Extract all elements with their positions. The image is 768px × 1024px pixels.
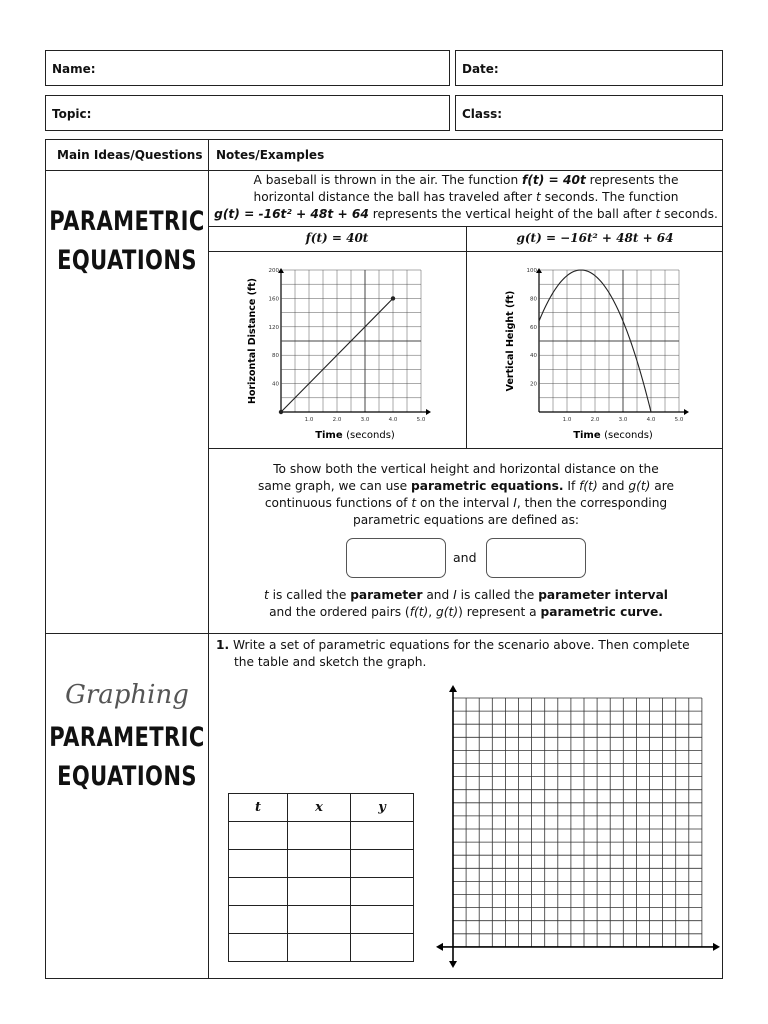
x-axis-label-main: Time	[573, 430, 605, 441]
table-cell[interactable]	[351, 878, 414, 906]
f-of-t: f(t)	[409, 605, 429, 619]
parameter-definition	[210, 587, 722, 621]
date-label: Date:	[462, 62, 499, 76]
y-tick-label: 120	[268, 324, 279, 331]
intro-line2	[210, 189, 722, 206]
definition-paragraph	[210, 461, 722, 529]
y-tick-label: 60	[530, 324, 537, 331]
question-text: Write a set of parametric equations for the scenario above. Then complete	[229, 638, 690, 652]
x-tick-label: 2.0	[590, 417, 600, 423]
horizontal-distance-chart	[209, 252, 465, 448]
t-variable: t	[655, 207, 661, 221]
y-axis-label: Horizontal Distance (ft)	[247, 277, 258, 405]
table-cell[interactable]	[351, 850, 414, 878]
topic-field-box[interactable]	[45, 95, 450, 131]
intro-text: represents the	[585, 173, 679, 187]
x-axis-arrow	[426, 409, 431, 415]
intro-paragraph	[210, 172, 722, 223]
question-line2: the table and sketch the graph.	[234, 655, 427, 669]
table-row	[229, 934, 414, 962]
end-line1	[210, 587, 722, 604]
interval-variable: I	[513, 496, 517, 510]
x-axis-label	[315, 430, 395, 441]
answer-box-y[interactable]	[486, 538, 586, 578]
g-of-t: g(t)	[436, 605, 459, 619]
table-cell[interactable]	[288, 906, 351, 934]
intro-text: seconds. The function	[540, 190, 679, 204]
table-cell[interactable]	[351, 906, 414, 934]
def-line1: To show both the vertical height and horizontal distance on the	[273, 462, 659, 476]
table-row	[229, 878, 414, 906]
x-axis-arrow	[684, 409, 689, 415]
section2-title-line1: PARAMETRIC	[49, 722, 205, 753]
question-1	[216, 637, 721, 671]
intro-line3	[210, 206, 722, 223]
table-header-x: x	[288, 794, 351, 822]
table-cell[interactable]	[229, 850, 288, 878]
blank-coordinate-grid[interactable]	[433, 682, 723, 972]
x-axis-arrow-right	[713, 943, 720, 951]
intro-text: A baseball is thrown in the air. The function	[253, 173, 523, 187]
table-cell[interactable]	[351, 822, 414, 850]
parameter-interval-term: parameter interval	[538, 588, 668, 602]
intro-text: seconds.	[660, 207, 718, 221]
t-variable: t	[264, 588, 269, 602]
g-of-t: g(t)	[628, 479, 651, 493]
section1-title-line1: PARAMETRIC	[49, 206, 205, 237]
intro-text: horizontal distance the ball has traveled after	[253, 190, 536, 204]
topic-label: Topic:	[52, 107, 92, 121]
graphing-script-title: Graphing	[65, 680, 189, 710]
class-field-box[interactable]	[455, 95, 723, 131]
table-cell[interactable]	[229, 822, 288, 850]
table-cell[interactable]	[229, 878, 288, 906]
section1-title-line2: EQUATIONS	[57, 245, 197, 276]
column-header-notes: Notes/Examples	[216, 148, 325, 162]
column-header-main-ideas: Main Ideas/Questions	[57, 148, 203, 162]
name-label: Name:	[52, 62, 96, 76]
y-tick-label: 80	[530, 296, 537, 303]
x-tick-label: 4.0	[388, 417, 398, 423]
x-tick-label: 5.0	[674, 417, 684, 423]
def-text: on the interval	[416, 496, 514, 510]
answer-box-x[interactable]	[346, 538, 446, 578]
x-tick-label: 2.0	[332, 417, 342, 423]
vertical-height-chart	[467, 252, 722, 448]
f-of-t: f(t)	[579, 479, 598, 493]
end-text: and	[422, 588, 454, 602]
x-tick-label: 1.0	[304, 417, 314, 423]
and-text: and	[453, 550, 477, 565]
name-field-box[interactable]	[45, 50, 450, 86]
y-tick-label: 40	[272, 381, 279, 388]
table-cell[interactable]	[288, 934, 351, 962]
x-tick-label: 3.0	[618, 417, 628, 423]
table-row	[229, 822, 414, 850]
def-text: same graph, we can use	[257, 479, 412, 493]
parametric-equations-term: parametric equations.	[411, 479, 564, 493]
class-label: Class:	[462, 107, 503, 121]
interval-variable: I	[453, 588, 457, 602]
table-cell[interactable]	[288, 850, 351, 878]
table-cell[interactable]	[288, 878, 351, 906]
def-line4: parametric equations are defined as:	[352, 513, 580, 527]
x-axis-label-unit: (seconds)	[346, 430, 395, 441]
y-axis-arrow-up	[449, 685, 457, 692]
data-point	[391, 296, 395, 300]
t-variable: t	[535, 190, 541, 204]
def-text: and	[597, 479, 629, 493]
table-cell[interactable]	[351, 934, 414, 962]
table-cell[interactable]	[229, 906, 288, 934]
def-line2	[210, 478, 722, 495]
table-header-t: t	[229, 794, 288, 822]
f-function: f(t) = 40t	[522, 173, 586, 187]
intro-text: represents the vertical height of the ball after	[368, 207, 656, 221]
x-tick-label: 3.0	[360, 417, 370, 423]
x-axis-label-unit: (seconds)	[604, 430, 653, 441]
y-tick-label: 100	[526, 268, 537, 274]
table-cell[interactable]	[229, 934, 288, 962]
table-header-row	[229, 794, 414, 822]
x-tick-label: 5.0	[416, 417, 426, 423]
y-tick-label: 20	[530, 381, 537, 388]
end-text: ,	[428, 605, 437, 619]
table-cell[interactable]	[288, 822, 351, 850]
def-line3	[210, 495, 722, 512]
section2-title-line2: EQUATIONS	[57, 761, 197, 792]
def-text: continuous functions of	[264, 496, 412, 510]
table-header-y: y	[351, 794, 414, 822]
intro-line1	[210, 172, 722, 189]
y-tick-label: 200	[268, 268, 279, 274]
graph1-header: f(t) = 40t	[305, 231, 369, 245]
x-axis-arrow-left	[436, 943, 443, 951]
parametric-curve-term: parametric curve.	[540, 605, 663, 619]
question-line1	[216, 637, 721, 654]
end-text: ) represent a	[458, 605, 541, 619]
end-text: is called the	[456, 588, 539, 602]
def-text: are	[650, 479, 675, 493]
x-tick-label: 4.0	[646, 417, 656, 423]
x-axis-label	[573, 430, 653, 441]
data-point	[279, 410, 283, 414]
end-text: is called the	[268, 588, 351, 602]
def-text: , then the corresponding	[516, 496, 668, 510]
def-text: If	[563, 479, 580, 493]
y-tick-label: 40	[530, 353, 537, 360]
x-axis-label-main: Time	[315, 430, 347, 441]
y-tick-label: 80	[272, 353, 279, 360]
t-variable: t	[411, 496, 417, 510]
date-field-box[interactable]	[455, 50, 723, 86]
question-number: 1.	[216, 638, 230, 652]
parameter-term: parameter	[350, 588, 423, 602]
table-row	[229, 850, 414, 878]
g-function: g(t) = -16t² + 48t + 64	[214, 207, 369, 221]
x-tick-label: 1.0	[562, 417, 572, 423]
graph2-header: g(t) = −16t² + 48t + 64	[516, 231, 674, 245]
y-axis-label: Vertical Height (ft)	[505, 290, 516, 392]
y-axis-arrow-down	[449, 961, 457, 968]
section-divider	[45, 633, 723, 634]
end-text: and the ordered pairs (	[269, 605, 410, 619]
values-table	[228, 793, 414, 962]
graph-area-bottom	[208, 448, 723, 449]
table-row	[229, 906, 414, 934]
y-tick-label: 160	[268, 296, 279, 303]
end-line2	[210, 604, 722, 621]
